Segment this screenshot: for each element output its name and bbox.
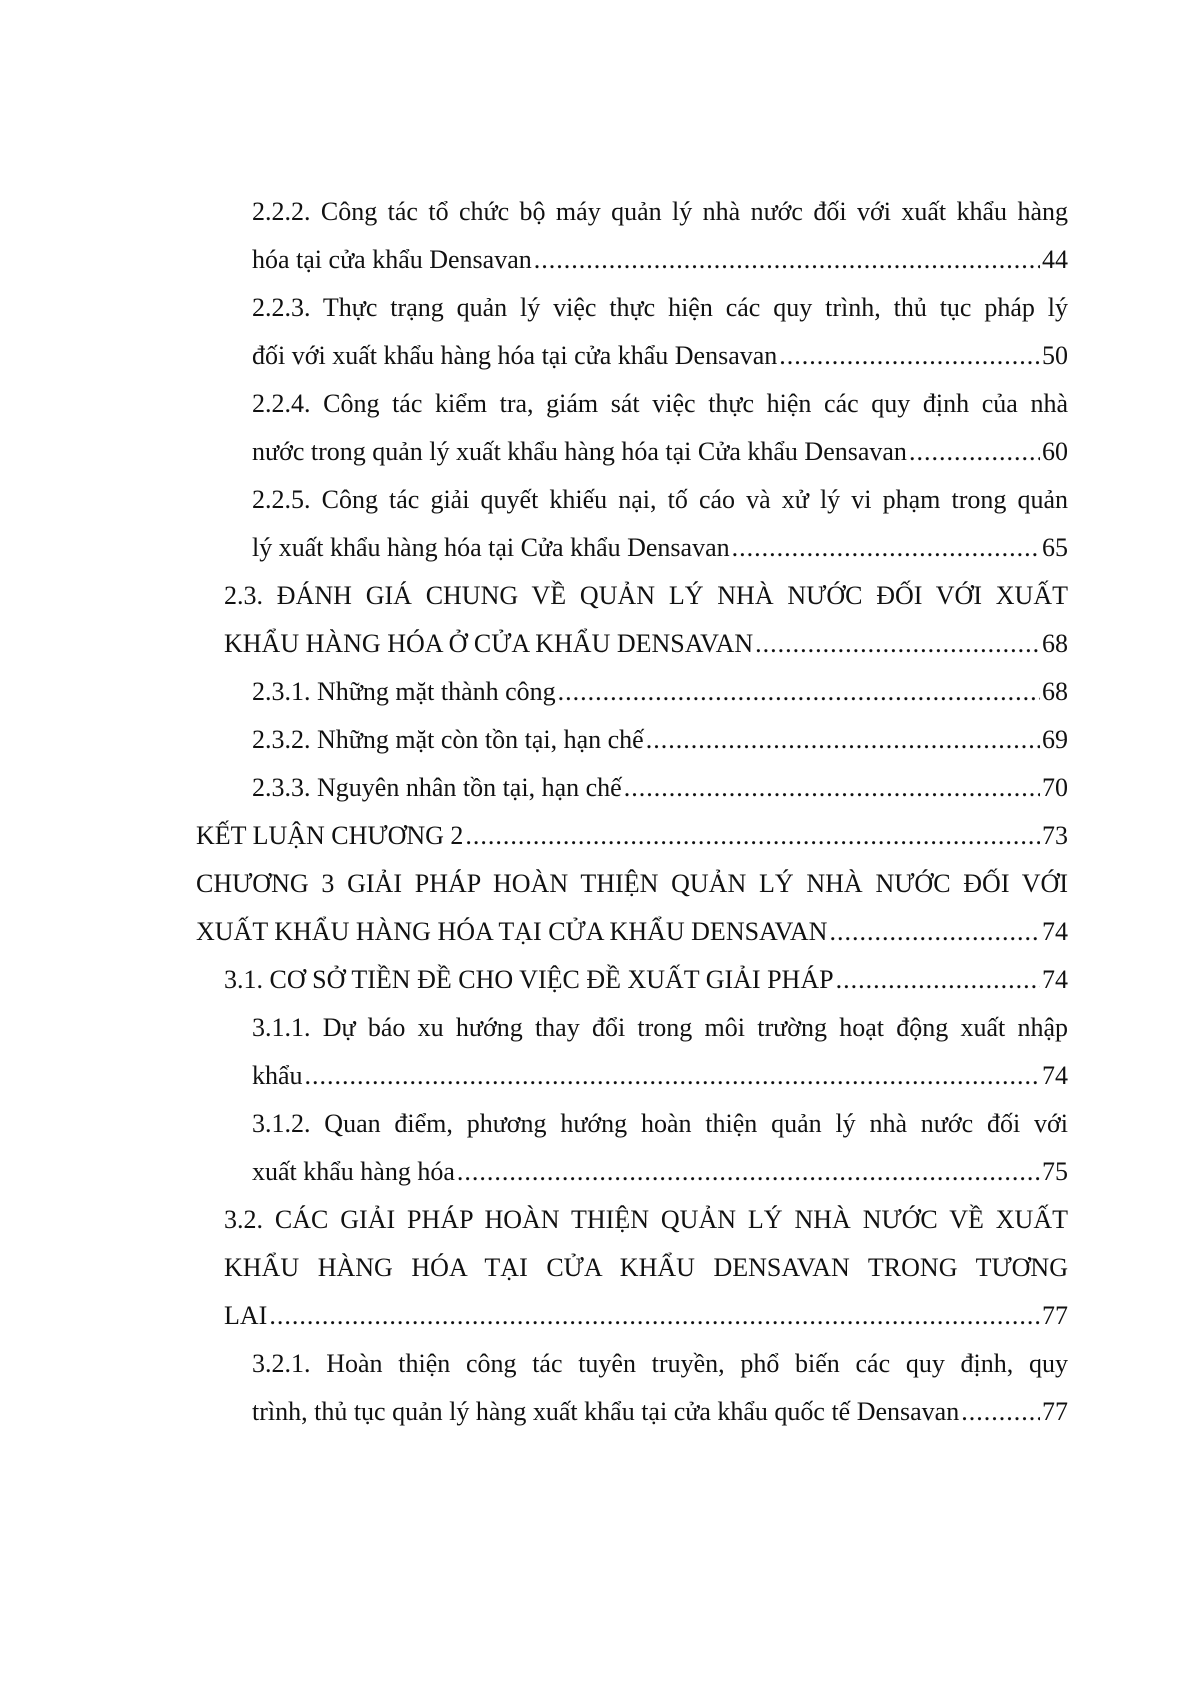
toc-entry-title: LAI: [224, 1301, 268, 1330]
toc-page-number: 44: [1042, 245, 1068, 274]
dot-leader: [624, 764, 1040, 812]
toc-entry-line: 2.3. ĐÁNH GIÁ CHUNG VỀ QUẢN LÝ NHÀ NƯỚC ĐỐI VỚI XUẤT: [224, 581, 1068, 610]
toc-entry-title: 3.1. CƠ SỞ TIỀN ĐỀ CHO VIỆC ĐỀ XUẤT GIẢI PHÁP: [224, 965, 834, 994]
toc-entry[interactable]: [224, 956, 1068, 1004]
toc-entry-line: 3.1.1. Dự báo xu hướng thay đổi trong môi trường hoạt động xuất nhập: [252, 1013, 1068, 1042]
dot-leader: [829, 908, 1040, 956]
toc-page-number: 75: [1042, 1157, 1068, 1186]
toc-entry-title: nước trong quản lý xuất khẩu hàng hóa tại Cửa khẩu Densavan: [252, 437, 907, 466]
toc-entry[interactable]: [252, 668, 1068, 716]
toc-entry-line: 3.2.1. Hoàn thiện công tác tuyên truyền, phổ biến các quy định, quy: [252, 1349, 1068, 1378]
toc-entry[interactable]: [252, 1052, 1068, 1100]
dot-leader: [909, 428, 1040, 476]
toc-entry[interactable]: [224, 620, 1068, 668]
toc-entry-line: 2.2.5. Công tác giải quyết khiếu nại, tố cáo và xử lý vi phạm trong quản: [252, 485, 1068, 514]
toc-entry-title: 2.3.3. Nguyên nhân tồn tại, hạn chế: [252, 773, 622, 802]
toc-entry-line: 3.1.2. Quan điểm, phương hướng hoàn thiện quản lý nhà nước đối với: [252, 1109, 1068, 1138]
toc-page-number: 68: [1042, 629, 1068, 658]
toc-page-number: 73: [1042, 821, 1068, 850]
dot-leader: [755, 620, 1040, 668]
dot-leader: [779, 332, 1040, 380]
toc-page-number: 70: [1042, 773, 1068, 802]
toc-page-number: 68: [1042, 677, 1068, 706]
dot-leader: [457, 1148, 1040, 1196]
toc-page-number: 65: [1042, 533, 1068, 562]
toc-page-number: 77: [1042, 1301, 1068, 1330]
dot-leader: [732, 524, 1040, 572]
toc-entry-line: KHẨU HÀNG HÓA TẠI CỬA KHẨU DENSAVAN TRONG TƯƠNG: [224, 1253, 1068, 1282]
dot-leader: [961, 1388, 1040, 1436]
toc-entry-title: đối với xuất khẩu hàng hóa tại cửa khẩu Densavan: [252, 341, 778, 370]
toc-entry[interactable]: [252, 428, 1068, 476]
toc-entry[interactable]: [252, 764, 1068, 812]
dot-leader: [534, 236, 1040, 284]
dot-leader: [646, 716, 1040, 764]
toc-page-number: 74: [1042, 965, 1068, 994]
toc-entry-line: 2.2.2. Công tác tổ chức bộ máy quản lý nhà nước đối với xuất khẩu hàng: [252, 197, 1068, 226]
toc-entry[interactable]: [196, 908, 1068, 956]
toc-page-number: 77: [1042, 1397, 1068, 1426]
toc-entry-title: trình, thủ tục quản lý hàng xuất khẩu tại cửa khẩu quốc tế Densavan: [252, 1397, 960, 1426]
toc-entry[interactable]: [252, 524, 1068, 572]
toc-page-number: 69: [1042, 725, 1068, 754]
toc-entry-title: lý xuất khẩu hàng hóa tại Cửa khẩu Densavan: [252, 533, 730, 562]
dot-leader: [269, 1292, 1040, 1340]
toc-entry[interactable]: [252, 332, 1068, 380]
toc-page-number: 74: [1042, 917, 1068, 946]
toc-entry[interactable]: [252, 716, 1068, 764]
table-of-contents: [196, 188, 1068, 1436]
toc-page-number: 50: [1042, 341, 1068, 370]
toc-entry-title: 2.3.2. Những mặt còn tồn tại, hạn chế: [252, 725, 644, 754]
toc-entry-line: 2.2.4. Công tác kiểm tra, giám sát việc thực hiện các quy định của nhà: [252, 389, 1068, 418]
dot-leader: [305, 1052, 1040, 1100]
dot-leader: [558, 668, 1040, 716]
toc-entry-line: 3.2. CÁC GIẢI PHÁP HOÀN THIỆN QUẢN LÝ NHÀ NƯỚC VỀ XUẤT: [224, 1205, 1068, 1234]
toc-entry-title: KHẨU HÀNG HÓA Ở CỬA KHẨU DENSAVAN: [224, 629, 754, 658]
dot-leader: [465, 812, 1040, 860]
toc-entry[interactable]: [224, 1292, 1068, 1340]
toc-entry-line: 2.2.3. Thực trạng quản lý việc thực hiện các quy trình, thủ tục pháp lý: [252, 293, 1068, 322]
toc-page-number: 60: [1042, 437, 1068, 466]
toc-entry-title: xuất khẩu hàng hóa: [252, 1157, 455, 1186]
toc-entry[interactable]: [252, 236, 1068, 284]
toc-page-number: 74: [1042, 1061, 1068, 1090]
toc-entry-line: CHƯƠNG 3 GIẢI PHÁP HOÀN THIỆN QUẢN LÝ NHÀ NƯỚC ĐỐI VỚI: [196, 869, 1068, 898]
toc-entry-title: hóa tại cửa khẩu Densavan: [252, 245, 532, 274]
toc-entry-title: khẩu: [252, 1061, 303, 1090]
toc-entry[interactable]: [252, 1388, 1068, 1436]
toc-entry-title: 2.3.1. Những mặt thành công: [252, 677, 556, 706]
toc-entry[interactable]: [196, 812, 1068, 860]
toc-entry[interactable]: [252, 1148, 1068, 1196]
toc-entry-title: KẾT LUẬN CHƯƠNG 2: [196, 821, 464, 850]
dot-leader: [836, 956, 1040, 1004]
toc-entry-title: XUẤT KHẨU HÀNG HÓA TẠI CỬA KHẨU DENSAVAN: [196, 917, 828, 946]
